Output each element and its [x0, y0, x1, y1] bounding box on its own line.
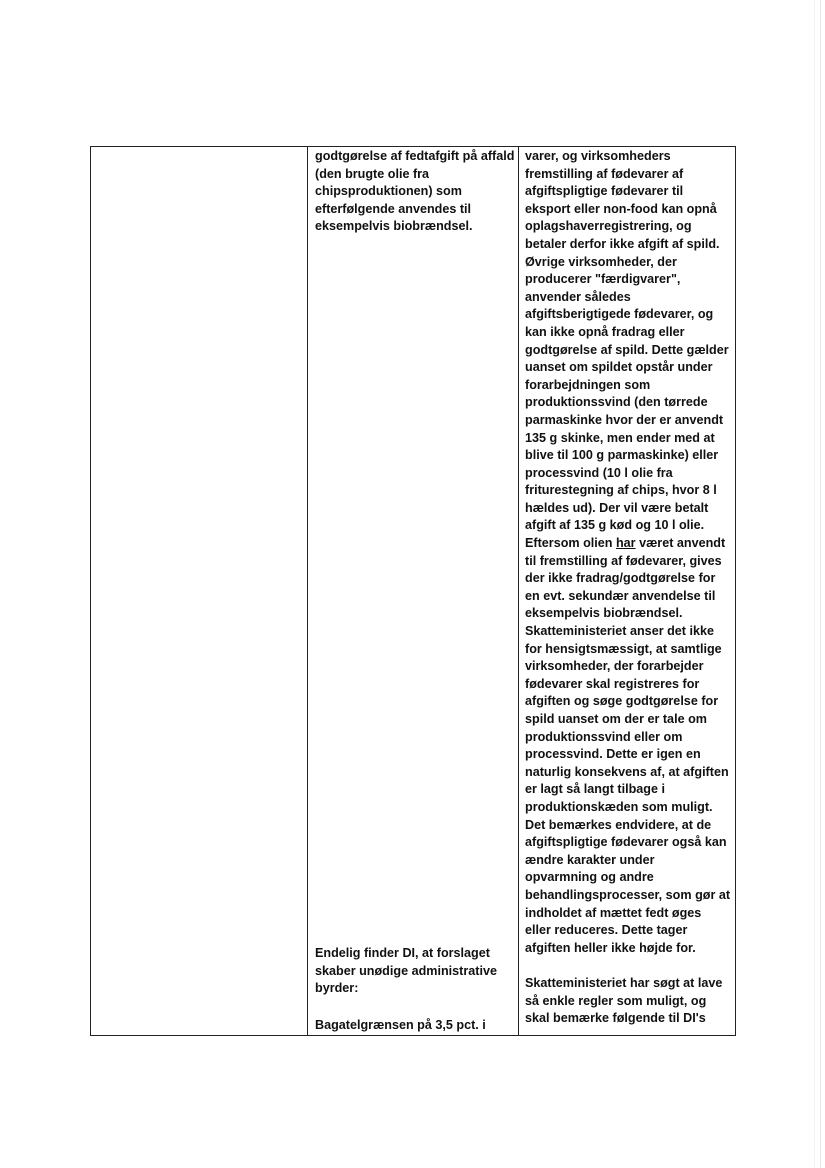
- text-line: uanset om spildet opstår under: [525, 360, 713, 375]
- text-line: eksport eller non-food kan opnå: [525, 201, 717, 216]
- text-line: skaber unødige administrative: [315, 963, 497, 978]
- text-line: spild uanset om der er tale om: [525, 712, 707, 726]
- text-line: afgiftspligtige fødevarer til: [525, 184, 684, 199]
- text-line: byrder:: [315, 981, 359, 996]
- text-line: betaler derfor ikke afgift af spild.: [525, 236, 720, 251]
- text-line: chipsproduktionen) som: [315, 184, 462, 199]
- text-line: Bagatelgrænsen på 3,5 pct. i: [315, 1018, 486, 1032]
- text-line: eksempelvis biobrændsel.: [315, 219, 473, 234]
- text-line: er lagt så langt tilbage i: [525, 782, 665, 797]
- text-line: Skatteministeriet har søgt at lave: [525, 975, 723, 990]
- text-line: processvind (10 l olie fra: [525, 465, 673, 480]
- comment-block-admin-burdens: [315, 945, 515, 998]
- text-line: [525, 957, 733, 975]
- comment-block-waste: [315, 148, 515, 236]
- table-column-response: [525, 148, 733, 1028]
- text-line: afgiften heller ikke højde for.: [525, 940, 696, 955]
- text-line: skal bemærke følgende til DI's: [525, 1011, 706, 1026]
- text-line: eller reduceres. Dette tager: [525, 923, 688, 938]
- text-line: hældes ud). Der vil være betalt: [525, 500, 709, 515]
- text-line: indholdet af mættet fedt øges: [525, 905, 702, 920]
- text-line: der ikke fradrag/godtgørelse for: [525, 571, 716, 586]
- text-line: oplagshaverregistrering, og: [525, 219, 692, 234]
- text-line: fremstilling af fødevarer af: [525, 166, 684, 181]
- text-line: varer, og virksomheders: [525, 149, 671, 163]
- text-line: forarbejdningen som: [525, 377, 651, 392]
- text-line: Eftersom olien har været anvendt: [525, 536, 726, 551]
- text-line: anvender således: [525, 289, 631, 304]
- text-line: Endelig finder DI, at forslaget: [315, 946, 490, 960]
- underlined-word: har: [615, 536, 636, 551]
- text-line: virksomheder, der forarbejder: [525, 659, 704, 674]
- text-line: produktionskæden som muligt.: [525, 799, 713, 814]
- text-line: til fremstilling af fødevarer, gives: [525, 553, 722, 568]
- text-line: opvarmning og andre: [525, 870, 654, 885]
- text-line: blive til 100 g parmaskinke) eller: [525, 448, 719, 463]
- text-line: 135 g skinke, men ender med at: [525, 430, 715, 445]
- text-line: afgift af 135 g kød og 10 l olie.: [525, 518, 705, 533]
- text-line: for hensigtsmæssigt, at samtlige: [525, 641, 722, 656]
- text-line: afgiftspligtige fødevarer også kan: [525, 835, 727, 850]
- text-line: behandlingsprocesser, som gør at: [525, 887, 731, 902]
- text-line: kan ikke opnå fradrag eller: [525, 324, 685, 339]
- text-line: fødevarer skal registreres for: [525, 676, 700, 691]
- text-line: afgiftsberigtigede fødevarer, og: [525, 307, 714, 322]
- text-line: produktionssvind (den tørrede: [525, 395, 708, 410]
- text-line: efterfølgende anvendes til: [315, 201, 472, 216]
- column-divider-2: [518, 146, 519, 1036]
- text-line: Øvrige virksomheder, der: [525, 254, 677, 269]
- text-line: godtgørelse af fedtafgift på affald: [315, 149, 515, 163]
- text-line: naturlig konsekvens af, at afgiften: [525, 764, 729, 779]
- text-line: afgiften og søge godtgørelse for: [525, 694, 719, 709]
- text-line: (den brugte olie fra: [315, 166, 430, 181]
- text-line: produktionssvind eller om: [525, 729, 683, 744]
- text-line: producerer "færdigvarer",: [525, 272, 681, 287]
- text-line: parmaskinke hvor der er anvendt: [525, 412, 724, 427]
- column-divider-1: [307, 146, 308, 1036]
- text-line: en evt. sekundær anvendelse til: [525, 588, 716, 603]
- table-column-comments: [315, 148, 515, 1032]
- text-line: friturestegning af chips, hvor 8 l: [525, 483, 717, 498]
- text-line: ændre karakter under: [525, 852, 655, 867]
- text-line: eksempelvis biobrændsel.: [525, 606, 683, 621]
- text-line: processvind. Dette er igen en: [525, 747, 701, 762]
- scan-edge-line: [814, 0, 815, 1168]
- text-line: Skatteministeriet anser det ikke: [525, 624, 714, 639]
- text-line: godtgørelse af spild. Dette gælder: [525, 342, 729, 357]
- text-line: så enkle regler som muligt, og: [525, 993, 707, 1008]
- comment-block-threshold: [315, 1017, 515, 1035]
- text-line: Det bemærkes endvidere, at de: [525, 817, 712, 832]
- scan-edge-line: [820, 0, 821, 1168]
